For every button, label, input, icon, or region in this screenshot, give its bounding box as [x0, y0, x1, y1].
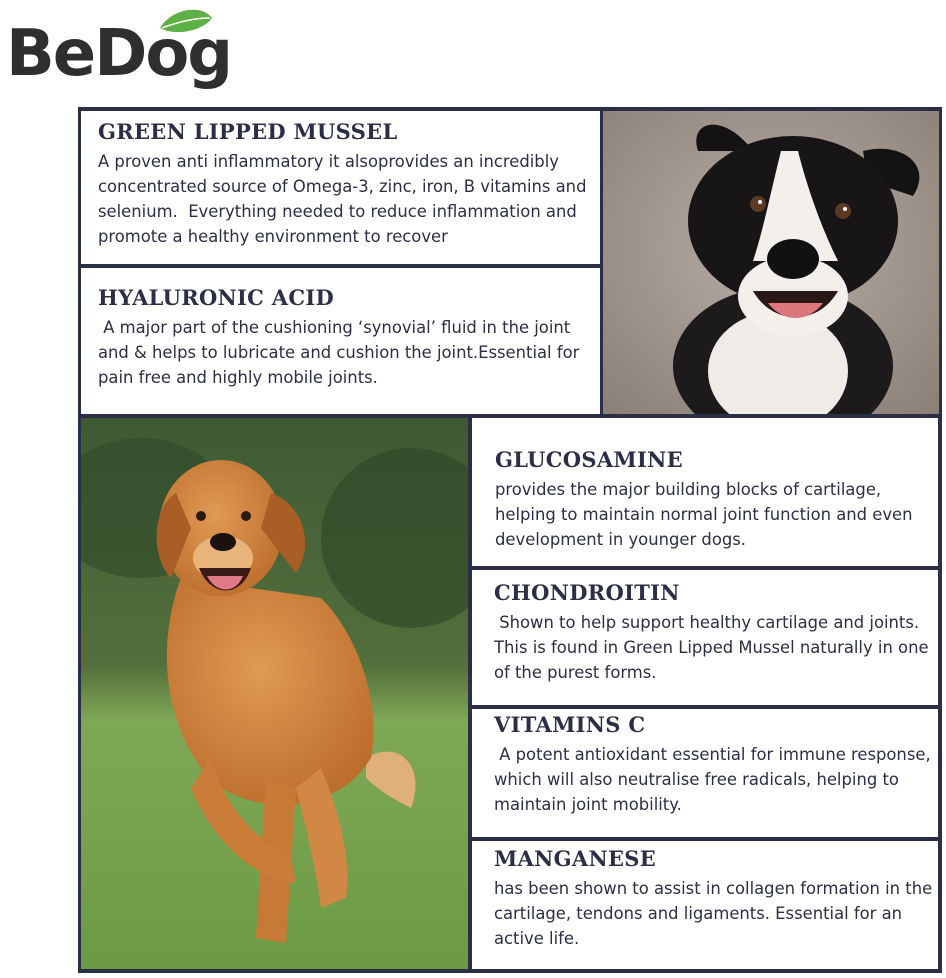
ingredient-card-manganese — [472, 841, 938, 969]
border-collie-photo — [603, 111, 939, 414]
ingredient-description: A major part of the cushioning ‘synovial’ fluid in the joint and & helps to lubricate and cushion the joint.Essential for pain free and highly mobile joints. — [98, 318, 585, 387]
ingredient-card-green-lipped-mussel — [81, 111, 600, 264]
ingredient-title: GLUCOSAMINE — [495, 447, 683, 472]
ingredient-title: HYALURONIC ACID — [98, 285, 335, 310]
ingredient-card-hyaluronic-acid — [81, 268, 600, 414]
ingredient-description: A potent antioxidant essential for immune response, which will also neutralise free radicals, helping to maintain joint mobility. — [494, 745, 936, 814]
bedog-logo — [6, 6, 238, 96]
ingredient-title: VITAMINS C — [494, 712, 646, 737]
ingredient-card-chondroitin — [472, 570, 938, 705]
ingredient-description: Shown to help support healthy cartilage and joints. This is found in Green Lipped Mussel naturally in one of the purest forms. — [494, 613, 934, 682]
ingredient-card-glucosamine — [472, 418, 938, 566]
ingredient-description: has been shown to assist in collagen formation in the cartilage, tendons and ligaments. Essential for an active life. — [494, 879, 938, 948]
ingredient-title: CHONDROITIN — [494, 580, 680, 605]
ingredient-title: GREEN LIPPED MUSSEL — [98, 119, 398, 144]
ingredient-card-vitamins-c — [472, 709, 938, 837]
ingredient-title: MANGANESE — [494, 846, 657, 871]
logo-wordmark: BeDog — [6, 17, 232, 91]
ingredient-description: A proven anti inflammatory it alsoprovides an incredibly concentrated source of Omega-3, zinc, iron, B vitamins and selenium. Everything needed to reduce inflammation and promote a healthy environment to recover — [98, 152, 592, 246]
golden-retriever-photo — [81, 418, 468, 969]
ingredient-description: provides the major building blocks of cartilage, helping to maintain normal joint function and even development in younger dogs. — [495, 480, 918, 549]
